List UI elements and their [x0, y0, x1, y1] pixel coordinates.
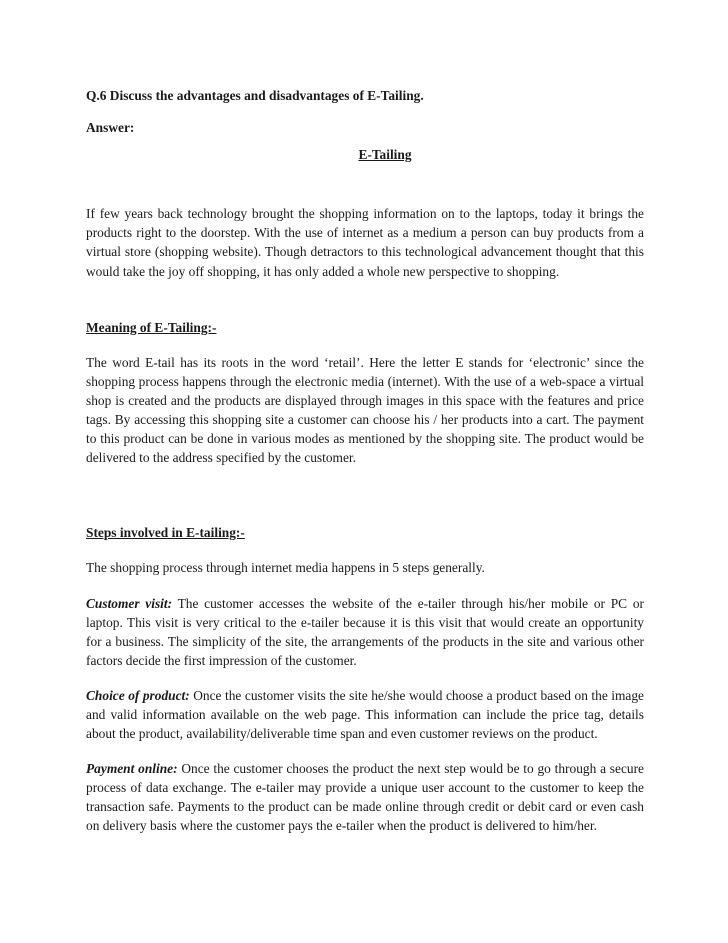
- step-text: Once the customer chooses the product the next step would be to go through a secure process of data exchange. The e-tailer may provide a unique user account to the customer to keep the transaction safe. Payments to the product can be made online through credit or debit card or even cash on delivery basis where the customer pays the e-tailer when the product is delivered to him/her.: [86, 761, 644, 834]
- step-title: Choice of product:: [86, 687, 190, 703]
- question-heading: Q.6 Discuss the advantages and disadvantages of E-Tailing.: [86, 88, 424, 103]
- steps-heading: Steps involved in E-tailing:-: [86, 525, 245, 541]
- step-payment-online: [86, 759, 644, 835]
- step-text: The customer accesses the website of the e-tailer through his/her mobile or PC or laptop. This visit is very critical to the e-tailer because it is this visit that would create an opportunity for a business. The simplicity of the site, the arrangements of the products in the site and various other factors decide the first impression of the customer.: [86, 595, 645, 668]
- answer-label: Answer:: [86, 120, 135, 136]
- step-title: Customer visit:: [86, 595, 173, 611]
- document-title: E-Tailing: [358, 147, 412, 163]
- document-page: [86, 86, 644, 836]
- meaning-heading: Meaning of E-Tailing:-: [86, 319, 217, 335]
- steps-intro-paragraph: The shopping process through internet media happens in 5 steps generally.: [86, 560, 485, 576]
- meaning-paragraph: The word E-tail has its roots in the word ‘retail’. Here the letter E stands for ‘electronic’ since the shopping process happens through the electronic media (internet). With the use of a web-space a virtual shop is created and the products are displayed through images in this space with the features and price tags. By accessing this shopping site a customer can choose his / her products into a cart. The payment to this product can be done in various modes as mentioned by the shopping site. The product would be delivered to the address specified by the customer.: [86, 354, 644, 466]
- step-text: Once the customer visits the site he/she would choose a product based on the image and valid information available on the web page. This information can include the price tag, details about the product, availability/deliverable time span and even customer reviews on the product.: [86, 687, 644, 742]
- step-title: Payment online:: [86, 761, 178, 777]
- step-choice-of-product: [86, 686, 644, 743]
- step-customer-visit: [86, 594, 644, 670]
- intro-paragraph: If few years back technology brought the shopping information on to the laptops, today it brings the products right to the doorstep. With the use of internet as a medium a person can buy products from a virtual store (shopping website). Though detractors to this technological advancement thought that this would take the joy off shopping, it has only added a whole new perspective to shopping.: [86, 206, 644, 279]
